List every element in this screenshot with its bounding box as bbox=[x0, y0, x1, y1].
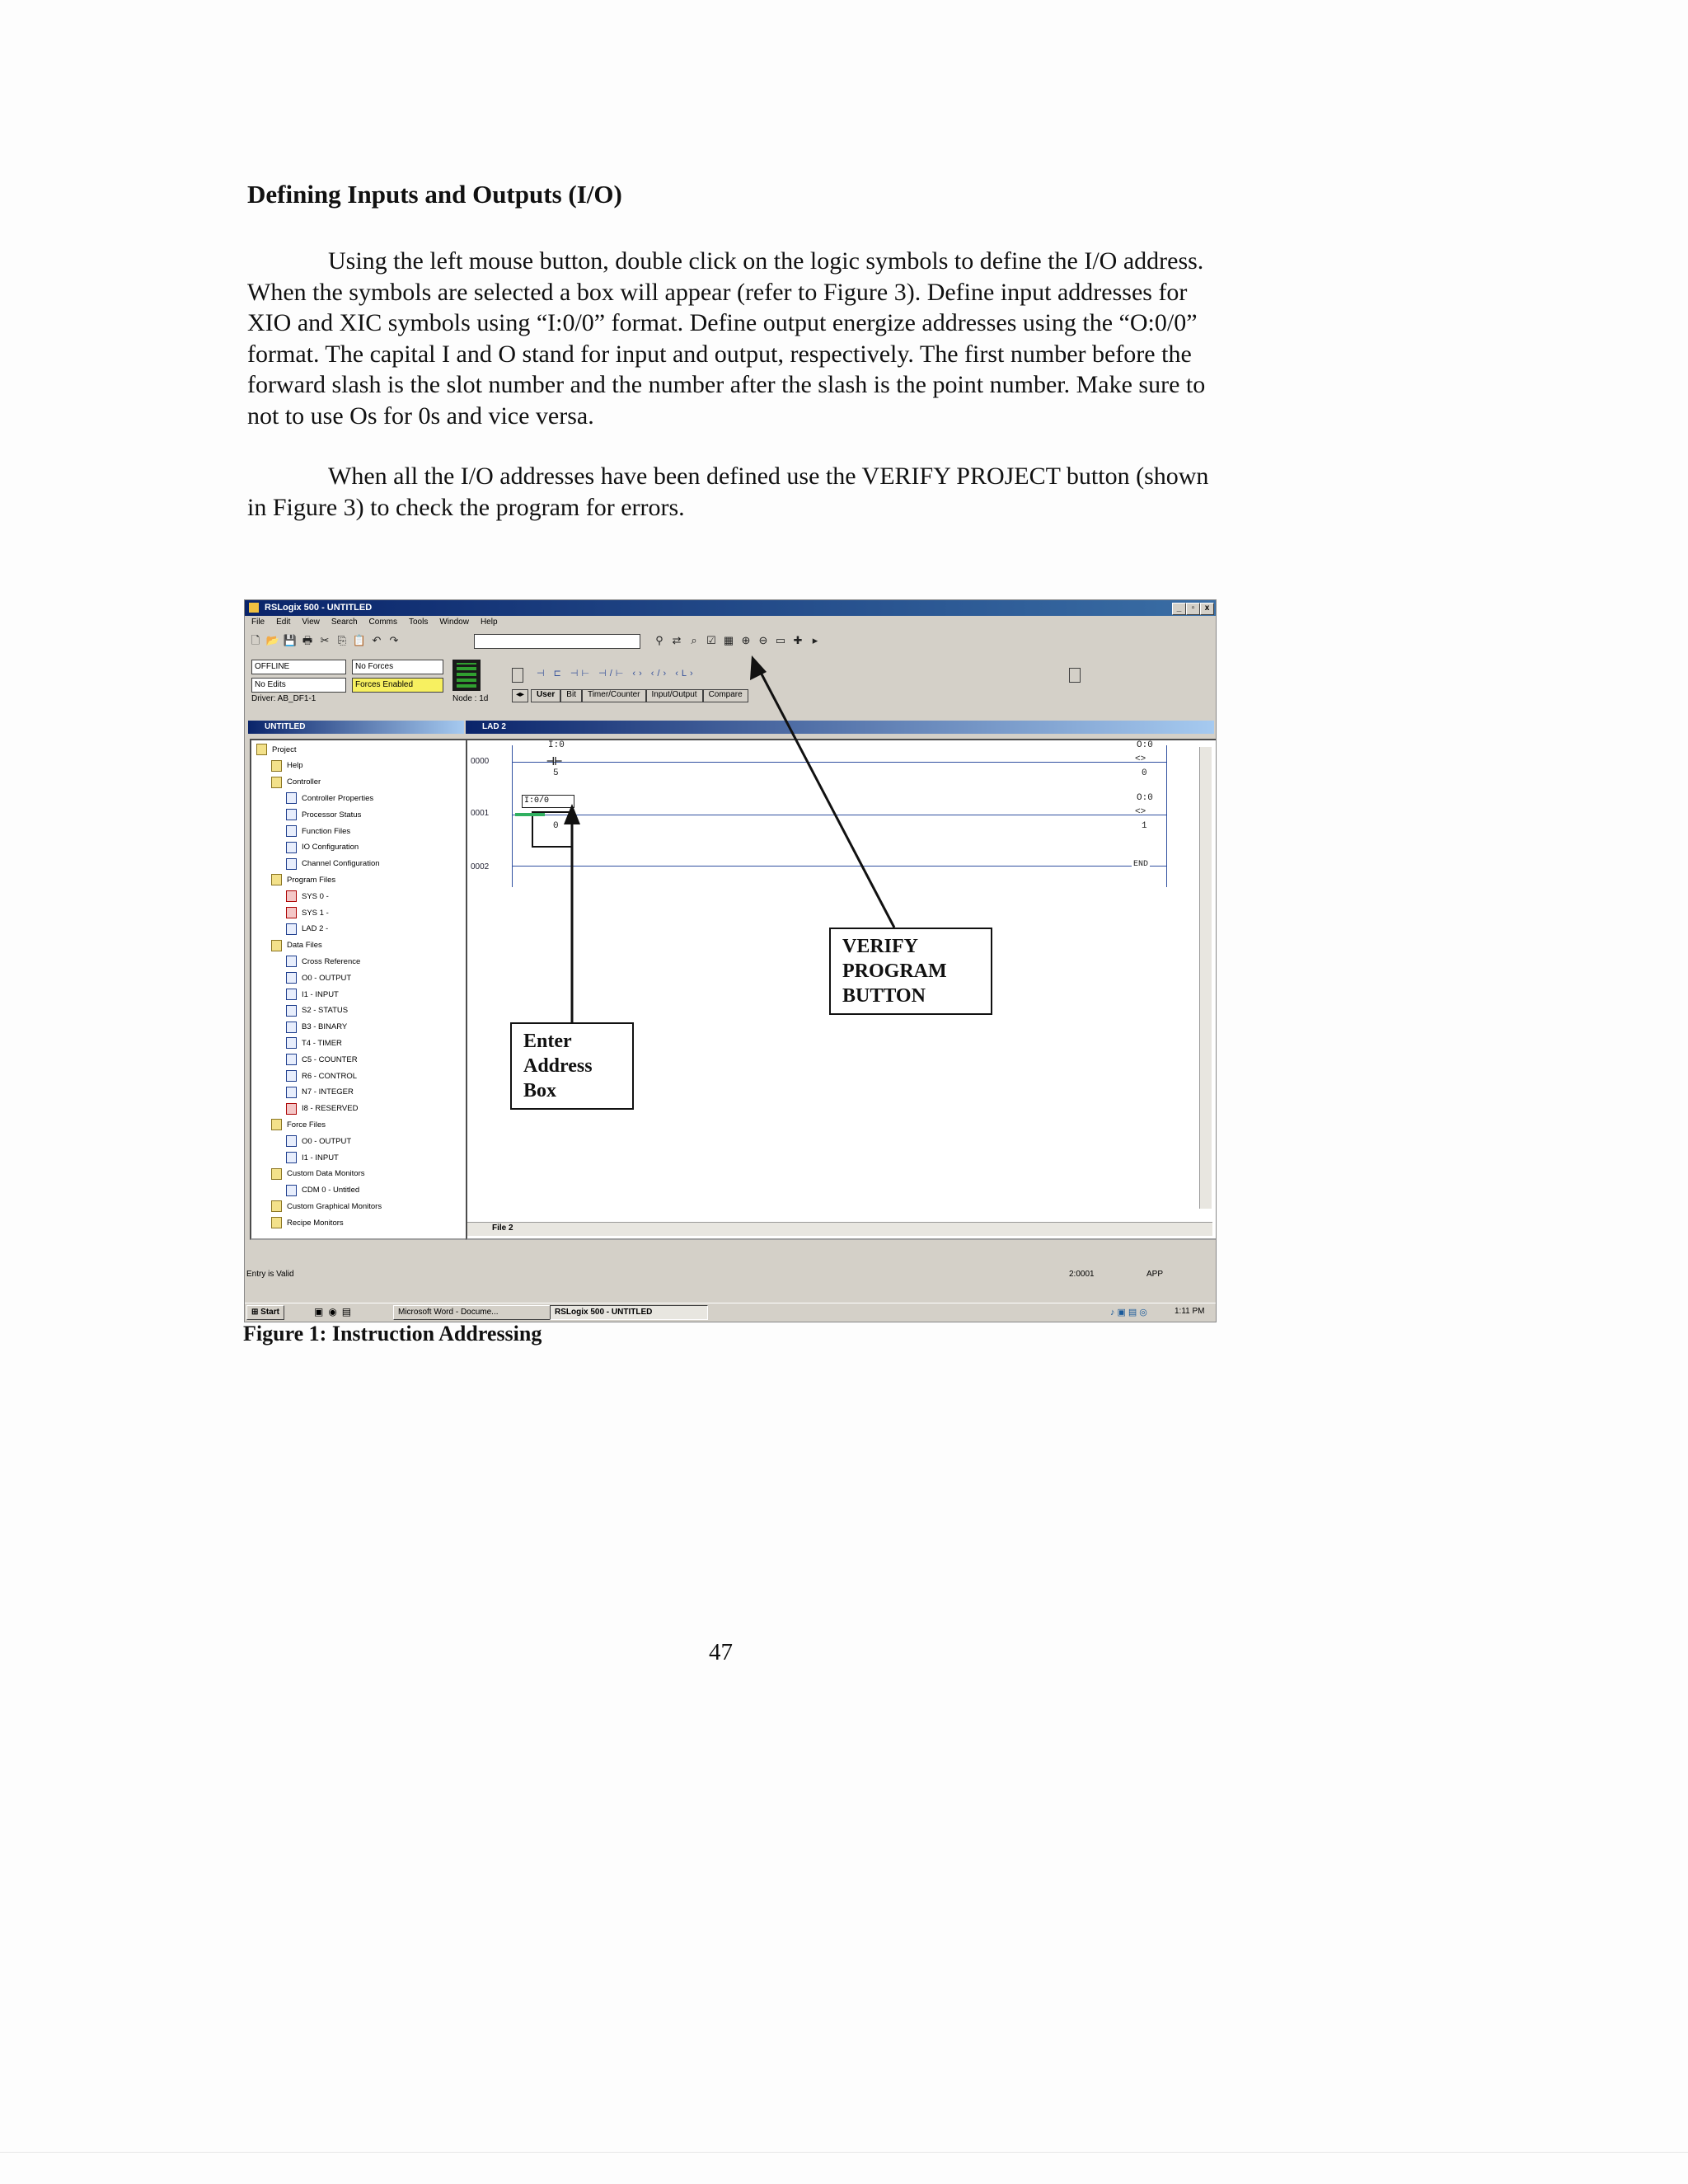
tree-item-label: I1 - INPUT bbox=[302, 1153, 339, 1162]
menu-edit[interactable]: Edit bbox=[276, 618, 291, 627]
more-arrow-icon[interactable]: ▸ bbox=[812, 634, 818, 646]
tree-item-label: T4 - TIMER bbox=[302, 1038, 342, 1048]
verify-callout-line: BUTTON bbox=[842, 985, 926, 1007]
rung-number: 0000 bbox=[471, 757, 490, 766]
end-rung-label: END bbox=[1133, 860, 1149, 869]
tree-item-label: CDM 0 - Untitled bbox=[302, 1186, 360, 1195]
tree-item-label: R6 - CONTROL bbox=[302, 1071, 358, 1081]
replace-icon[interactable]: ⇄ bbox=[672, 634, 682, 646]
plus-icon[interactable]: ✚ bbox=[793, 634, 803, 646]
enter-address-callout bbox=[510, 1022, 634, 1110]
ote-coil[interactable]: <> bbox=[1135, 807, 1146, 817]
tree-item-label: N7 - INTEGER bbox=[302, 1087, 354, 1097]
tree-item-label: Function Files bbox=[302, 826, 351, 836]
redo-icon[interactable]: ↷ bbox=[389, 634, 399, 646]
tree-item-label: Project bbox=[272, 744, 297, 754]
tree-item-label: IO Configuration bbox=[302, 843, 359, 852]
tree-item-label: O0 - OUTPUT bbox=[302, 973, 352, 983]
close-button[interactable]: x bbox=[1200, 603, 1214, 615]
tree-item-label: Recipe Monitors bbox=[287, 1218, 344, 1228]
rung0-input-address: I:0 bbox=[548, 740, 565, 750]
ladder-window-title: LAD 2 bbox=[466, 721, 1214, 734]
driver-label: Driver: AB_DF1-1 bbox=[251, 694, 316, 703]
verify-callout bbox=[829, 928, 992, 1015]
open-folder-icon[interactable]: 📂 bbox=[265, 634, 280, 646]
tab-bit[interactable]: Bit bbox=[560, 689, 582, 702]
tab-timer-counter[interactable]: Timer/Counter bbox=[582, 689, 646, 702]
rung1-output-bit: 1 bbox=[1142, 821, 1147, 831]
rung0-input-bit: 5 bbox=[553, 768, 559, 778]
print-icon[interactable]: 🖶 bbox=[302, 634, 313, 646]
verify-callout-line: VERIFY bbox=[842, 936, 919, 957]
node-label: Node : 1d bbox=[452, 694, 489, 703]
start-label: Start bbox=[260, 1308, 279, 1317]
tree-item-label: I1 - INPUT bbox=[302, 989, 339, 999]
figure-caption: Figure 1: Instruction Addressing bbox=[243, 1322, 542, 1346]
tree-item-label: LAD 2 - bbox=[302, 924, 329, 934]
tree-item-label: O0 - OUTPUT bbox=[302, 1136, 352, 1146]
zoom-out-icon[interactable]: ⊖ bbox=[758, 634, 768, 646]
tab-input-output[interactable]: Input/Output bbox=[646, 689, 703, 702]
enter-callout-line: Address bbox=[523, 1055, 593, 1077]
tab-compare[interactable]: Compare bbox=[703, 689, 748, 702]
app-status: APP bbox=[1146, 1270, 1164, 1279]
rung1-output-address: O:0 bbox=[1137, 793, 1153, 803]
section-heading: Defining Inputs and Outputs (I/O) bbox=[247, 180, 622, 209]
clock: 1:11 PM bbox=[1175, 1307, 1205, 1316]
tree-item-label: S2 - STATUS bbox=[302, 1006, 349, 1016]
rung1-input-bit: 0 bbox=[553, 821, 559, 831]
find-icon[interactable]: ⚲ bbox=[655, 634, 663, 646]
rung-number: 0001 bbox=[471, 809, 490, 818]
minimize-button[interactable]: _ bbox=[1172, 603, 1186, 615]
enter-callout-line: Enter bbox=[523, 1031, 572, 1052]
paragraph-2: When all the I/O addresses have been defined use the VERIFY PROJECT button (shown in Figure 3) to check the program for errors. bbox=[247, 463, 1209, 521]
tree-item-label: Data Files bbox=[287, 941, 322, 951]
window-icon[interactable]: ▭ bbox=[775, 634, 786, 646]
verify-arrow-line bbox=[758, 668, 894, 928]
menu-view[interactable]: View bbox=[302, 618, 320, 627]
address-entry-box[interactable]: I:0/0 bbox=[522, 795, 574, 808]
page-bottom-rule bbox=[0, 2152, 1688, 2153]
tree-item-label: Program Files bbox=[287, 875, 336, 885]
tree-item-label: Help bbox=[287, 761, 303, 771]
menu-window[interactable]: Window bbox=[439, 618, 469, 627]
menu-comms[interactable]: Comms bbox=[368, 618, 397, 627]
undo-icon[interactable]: ↶ bbox=[372, 634, 382, 646]
paragraph-1: Using the left mouse button, double click on the logic symbols to define the I/O address. When the symbols are selected a box will appear (refer to Figure 3). Define input addresses for XIO and XIC symbols using “I:0/0” format. Define output energize addresses using the “O:0/0” format. The capital I and O stand for input and output, respectively. The first number before the forward slash is the slot number and the number after the slash is the point number. Make sure to not to use Os for 0s and vice versa. bbox=[247, 247, 1206, 430]
tree-item-label: Controller Properties bbox=[302, 793, 374, 803]
tray-icons[interactable]: ♪▣▤◎ bbox=[1110, 1308, 1150, 1317]
tree-item-label: Custom Graphical Monitors bbox=[287, 1201, 382, 1211]
quick-launch-icons[interactable]: ▣◉▤ bbox=[314, 1306, 357, 1317]
tree-item-label: I8 - RESERVED bbox=[302, 1104, 359, 1114]
status-text: Entry is Valid bbox=[246, 1270, 294, 1279]
task-rslogix[interactable]: RSLogix 500 - UNTITLED bbox=[550, 1305, 708, 1320]
maximize-button[interactable]: ▫ bbox=[1186, 603, 1200, 615]
tree-item-label: B3 - BINARY bbox=[302, 1022, 348, 1032]
cross-ref-icon[interactable]: ⌕ bbox=[691, 634, 697, 646]
rung0-output-address: O:0 bbox=[1137, 740, 1153, 750]
edits-combo[interactable]: No Edits bbox=[251, 678, 346, 693]
tree-item-label: Controller bbox=[287, 777, 321, 787]
new-file-icon[interactable]: 🗋 bbox=[251, 634, 260, 646]
verify-project-icon[interactable]: ▦ bbox=[723, 634, 734, 646]
rung-number: 0002 bbox=[471, 862, 490, 871]
menu-file[interactable]: File bbox=[251, 618, 265, 627]
paste-icon[interactable]: 📋 bbox=[352, 634, 367, 646]
tree-item-label: SYS 0 - bbox=[302, 891, 329, 901]
forces-combo[interactable]: No Forces bbox=[352, 660, 443, 674]
tree-item-label: Processor Status bbox=[302, 810, 362, 820]
app-title: RSLogix 500 - UNTITLED bbox=[265, 603, 373, 613]
ote-coil[interactable]: <> bbox=[1135, 754, 1146, 764]
project-window-title: UNTITLED bbox=[248, 721, 464, 734]
file-tab[interactable]: File 2 bbox=[492, 1224, 513, 1233]
position-indicator: 2:0001 bbox=[1069, 1270, 1095, 1279]
mode-combo[interactable]: OFFLINE bbox=[251, 660, 346, 674]
instruction-symbols-icon[interactable]: ⊣ ⊏ ⊣⊢ ⊣/⊢ ‹› ‹/› ‹L› bbox=[537, 669, 696, 679]
tree-item-label: Force Files bbox=[287, 1120, 326, 1130]
menu-tools[interactable]: Tools bbox=[409, 618, 429, 627]
task-word[interactable]: Microsoft Word - Docume... bbox=[393, 1305, 551, 1320]
menu-help[interactable]: Help bbox=[480, 618, 498, 627]
save-icon[interactable]: 💾 bbox=[283, 634, 298, 646]
tree-item-label: Custom Data Monitors bbox=[287, 1169, 365, 1179]
enter-callout-line: Box bbox=[523, 1080, 557, 1101]
copy-icon[interactable]: ⎘ bbox=[337, 634, 347, 646]
menu-search[interactable]: Search bbox=[331, 618, 358, 627]
tree-item-label: C5 - COUNTER bbox=[302, 1054, 358, 1064]
tree-item-label: Channel Configuration bbox=[302, 859, 380, 869]
cut-icon[interactable]: ✂ bbox=[320, 634, 330, 646]
tree-item-label: SYS 1 - bbox=[302, 908, 329, 918]
verify-file-icon[interactable]: ☑ bbox=[706, 634, 716, 646]
tree-item-label: Cross Reference bbox=[302, 956, 361, 966]
xic-contact[interactable]: ⊣⊢ bbox=[546, 754, 563, 769]
forces-enabled-combo[interactable]: Forces Enabled bbox=[352, 678, 443, 693]
tab-user[interactable]: User bbox=[531, 689, 560, 702]
verify-callout-line: PROGRAM bbox=[842, 960, 947, 982]
enter-arrow-head bbox=[564, 804, 580, 824]
page-number: 47 bbox=[709, 1639, 733, 1665]
windows-logo-icon: ⊞ bbox=[251, 1308, 259, 1317]
tab-scroll-arrows[interactable]: ◂▸ bbox=[512, 689, 528, 702]
rung0-output-bit: 0 bbox=[1142, 768, 1147, 778]
zoom-in-icon[interactable]: ⊕ bbox=[741, 634, 751, 646]
